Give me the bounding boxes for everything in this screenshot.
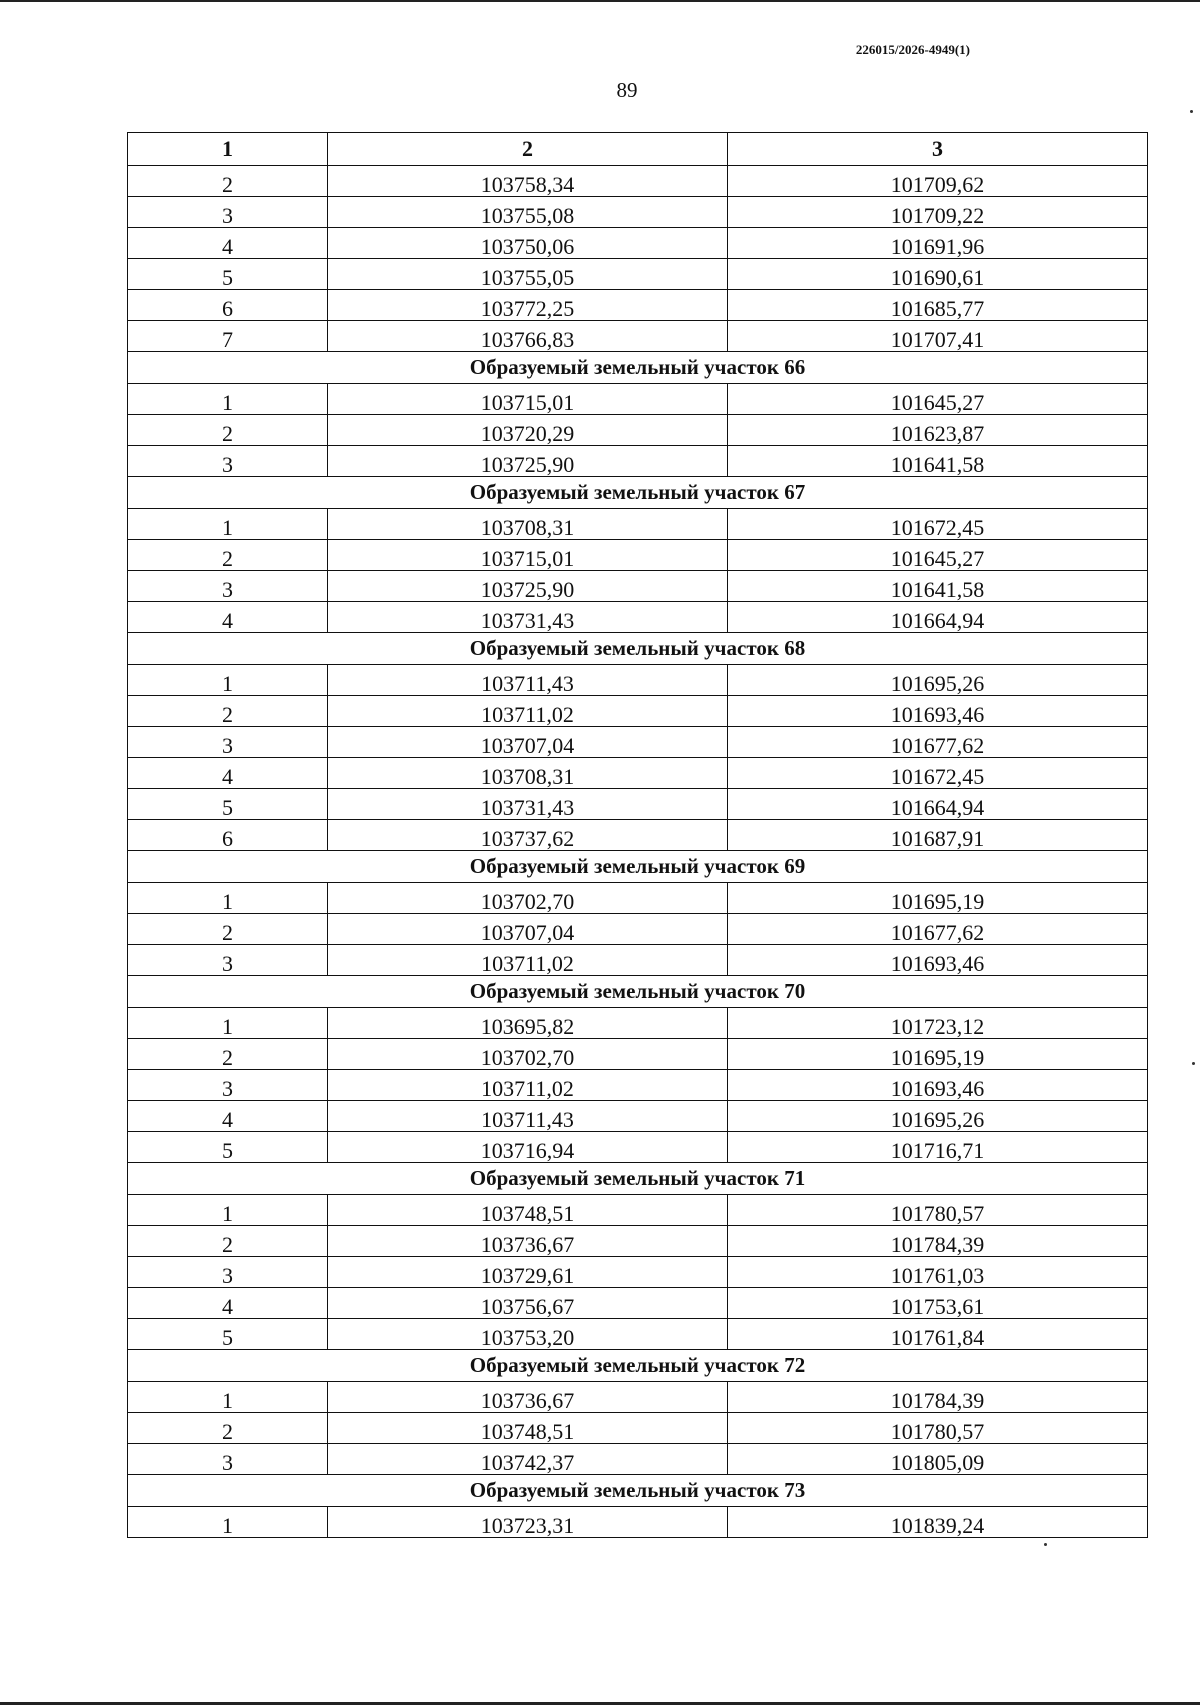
- y-coordinate-cell: 101687,91: [728, 820, 1148, 851]
- table-row: [128, 1195, 1148, 1226]
- parcel-section-heading: [128, 851, 1148, 883]
- x-coordinate-cell: 103731,43: [328, 789, 728, 820]
- x-coordinate-cell: 103711,43: [328, 1101, 728, 1132]
- y-coordinate-cell: 101761,03: [728, 1257, 1148, 1288]
- point-number-cell: 3: [128, 446, 328, 477]
- parcel-section-heading: [128, 1475, 1148, 1507]
- table-row: [128, 166, 1148, 197]
- parcel-section-heading: [128, 976, 1148, 1008]
- y-coordinate-cell: 101839,24: [728, 1507, 1148, 1538]
- parcel-title: Образуемый земельный участок 69: [128, 851, 1148, 883]
- point-number-cell: 4: [128, 1101, 328, 1132]
- y-coordinate-cell: 101784,39: [728, 1226, 1148, 1257]
- x-coordinate-cell: 103711,43: [328, 665, 728, 696]
- table-row: [128, 384, 1148, 415]
- parcel-title: Образуемый земельный участок 70: [128, 976, 1148, 1008]
- point-number-cell: 1: [128, 665, 328, 696]
- point-number-cell: 2: [128, 415, 328, 446]
- parcel-title: Образуемый земельный участок 73: [128, 1475, 1148, 1507]
- x-coordinate-cell: 103755,05: [328, 259, 728, 290]
- x-coordinate-cell: 103748,51: [328, 1195, 728, 1226]
- y-coordinate-cell: 101645,27: [728, 384, 1148, 415]
- point-number-cell: 5: [128, 1319, 328, 1350]
- x-coordinate-cell: 103715,01: [328, 540, 728, 571]
- x-coordinate-cell: 103695,82: [328, 1008, 728, 1039]
- parcel-section-heading: [128, 633, 1148, 665]
- point-number-cell: 6: [128, 820, 328, 851]
- point-number-cell: 1: [128, 1008, 328, 1039]
- page-number: 89: [616, 78, 638, 102]
- x-coordinate-cell: 103731,43: [328, 602, 728, 633]
- y-coordinate-cell: 101716,71: [728, 1132, 1148, 1163]
- point-number-cell: 4: [128, 758, 328, 789]
- x-coordinate-cell: 103723,31: [328, 1507, 728, 1538]
- parcel-section-heading: [128, 1350, 1148, 1382]
- point-number-cell: 3: [128, 1070, 328, 1101]
- scan-edge-bottom: [0, 1702, 1200, 1705]
- x-coordinate-cell: 103736,67: [328, 1382, 728, 1413]
- table-row: [128, 1226, 1148, 1257]
- y-coordinate-cell: 101709,22: [728, 197, 1148, 228]
- table-row: [128, 197, 1148, 228]
- point-number-cell: 3: [128, 945, 328, 976]
- table-row: [128, 1039, 1148, 1070]
- y-coordinate-cell: 101645,27: [728, 540, 1148, 571]
- y-coordinate-cell: 101641,58: [728, 446, 1148, 477]
- parcel-section-heading: [128, 477, 1148, 509]
- table-row: [128, 321, 1148, 352]
- x-coordinate-cell: 103755,08: [328, 197, 728, 228]
- table-row: [128, 727, 1148, 758]
- table-header-row: [128, 133, 1148, 166]
- y-coordinate-cell: 101664,94: [728, 789, 1148, 820]
- y-coordinate-cell: 101695,26: [728, 1101, 1148, 1132]
- y-coordinate-cell: 101753,61: [728, 1288, 1148, 1319]
- point-number-cell: 1: [128, 384, 328, 415]
- y-coordinate-cell: 101623,87: [728, 415, 1148, 446]
- x-coordinate-cell: 103707,04: [328, 914, 728, 945]
- y-coordinate-cell: 101723,12: [728, 1008, 1148, 1039]
- y-coordinate-cell: 101761,84: [728, 1319, 1148, 1350]
- table-row: [128, 290, 1148, 321]
- point-number-cell: 2: [128, 540, 328, 571]
- table-row: [128, 571, 1148, 602]
- x-coordinate-cell: 103756,67: [328, 1288, 728, 1319]
- point-number-cell: 3: [128, 1444, 328, 1475]
- y-coordinate-cell: 101693,46: [728, 945, 1148, 976]
- document-number: 226015/2026-4949(1): [855, 42, 970, 57]
- x-coordinate-cell: 103711,02: [328, 1070, 728, 1101]
- point-number-cell: 5: [128, 789, 328, 820]
- x-coordinate-cell: 103736,67: [328, 1226, 728, 1257]
- x-coordinate-cell: 103725,90: [328, 446, 728, 477]
- x-coordinate-cell: 103766,83: [328, 321, 728, 352]
- table-row: [128, 820, 1148, 851]
- point-number-cell: 3: [128, 571, 328, 602]
- point-number-cell: 2: [128, 1413, 328, 1444]
- y-coordinate-cell: 101672,45: [728, 758, 1148, 789]
- point-number-cell: 4: [128, 602, 328, 633]
- x-coordinate-cell: 103702,70: [328, 883, 728, 914]
- x-coordinate-cell: 103725,90: [328, 571, 728, 602]
- table-row: [128, 602, 1148, 633]
- y-coordinate-cell: 101677,62: [728, 914, 1148, 945]
- table-body: [128, 166, 1148, 1538]
- scan-edge-top: [0, 0, 1200, 2]
- table-row: [128, 1101, 1148, 1132]
- scan-speck: [1190, 110, 1193, 113]
- point-number-cell: 2: [128, 914, 328, 945]
- header-col-2: 2: [328, 133, 728, 166]
- parcel-title: Образуемый земельный участок 71: [128, 1163, 1148, 1195]
- y-coordinate-cell: 101695,26: [728, 665, 1148, 696]
- point-number-cell: 2: [128, 696, 328, 727]
- table-row: [128, 945, 1148, 976]
- y-coordinate-cell: 101693,46: [728, 1070, 1148, 1101]
- x-coordinate-cell: 103758,34: [328, 166, 728, 197]
- point-number-cell: 2: [128, 1039, 328, 1070]
- table-row: [128, 1257, 1148, 1288]
- y-coordinate-cell: 101707,41: [728, 321, 1148, 352]
- y-coordinate-cell: 101693,46: [728, 696, 1148, 727]
- point-number-cell: 6: [128, 290, 328, 321]
- header-col-3: 3: [728, 133, 1148, 166]
- y-coordinate-cell: 101677,62: [728, 727, 1148, 758]
- point-number-cell: 1: [128, 1195, 328, 1226]
- table-row: [128, 758, 1148, 789]
- table-row: [128, 540, 1148, 571]
- point-number-cell: 5: [128, 1132, 328, 1163]
- y-coordinate-cell: 101709,62: [728, 166, 1148, 197]
- point-number-cell: 1: [128, 883, 328, 914]
- point-number-cell: 1: [128, 509, 328, 540]
- table-row: [128, 1444, 1148, 1475]
- x-coordinate-cell: 103729,61: [328, 1257, 728, 1288]
- x-coordinate-cell: 103715,01: [328, 384, 728, 415]
- x-coordinate-cell: 103707,04: [328, 727, 728, 758]
- table-row: [128, 1413, 1148, 1444]
- point-number-cell: 4: [128, 228, 328, 259]
- point-number-cell: 2: [128, 1226, 328, 1257]
- table-row: [128, 1507, 1148, 1538]
- y-coordinate-cell: 101641,58: [728, 571, 1148, 602]
- x-coordinate-cell: 103708,31: [328, 509, 728, 540]
- y-coordinate-cell: 101690,61: [728, 259, 1148, 290]
- table-row: [128, 665, 1148, 696]
- point-number-cell: 3: [128, 727, 328, 758]
- point-number-cell: 1: [128, 1382, 328, 1413]
- parcel-section-heading: [128, 1163, 1148, 1195]
- table-row: [128, 1382, 1148, 1413]
- point-number-cell: 4: [128, 1288, 328, 1319]
- y-coordinate-cell: 101780,57: [728, 1195, 1148, 1226]
- x-coordinate-cell: 103708,31: [328, 758, 728, 789]
- y-coordinate-cell: 101695,19: [728, 883, 1148, 914]
- table-row: [128, 259, 1148, 290]
- table-row: [128, 789, 1148, 820]
- y-coordinate-cell: 101685,77: [728, 290, 1148, 321]
- table-row: [128, 1288, 1148, 1319]
- parcel-title: Образуемый земельный участок 72: [128, 1350, 1148, 1382]
- point-number-cell: 5: [128, 259, 328, 290]
- x-coordinate-cell: 103750,06: [328, 228, 728, 259]
- x-coordinate-cell: 103742,37: [328, 1444, 728, 1475]
- parcel-section-heading: [128, 352, 1148, 384]
- table-row: [128, 696, 1148, 727]
- coordinates-table: [127, 132, 1148, 1538]
- x-coordinate-cell: 103711,02: [328, 696, 728, 727]
- table-row: [128, 415, 1148, 446]
- x-coordinate-cell: 103737,62: [328, 820, 728, 851]
- parcel-title: Образуемый земельный участок 67: [128, 477, 1148, 509]
- parcel-title: Образуемый земельный участок 66: [128, 352, 1148, 384]
- x-coordinate-cell: 103720,29: [328, 415, 728, 446]
- y-coordinate-cell: 101691,96: [728, 228, 1148, 259]
- point-number-cell: 1: [128, 1507, 328, 1538]
- table-row: [128, 1319, 1148, 1350]
- x-coordinate-cell: 103748,51: [328, 1413, 728, 1444]
- table-row: [128, 509, 1148, 540]
- y-coordinate-cell: 101672,45: [728, 509, 1148, 540]
- y-coordinate-cell: 101695,19: [728, 1039, 1148, 1070]
- parcel-title: Образуемый земельный участок 68: [128, 633, 1148, 665]
- table-row: [128, 883, 1148, 914]
- table-row: [128, 914, 1148, 945]
- point-number-cell: 2: [128, 166, 328, 197]
- x-coordinate-cell: 103772,25: [328, 290, 728, 321]
- header-col-1: 1: [128, 133, 328, 166]
- point-number-cell: 3: [128, 1257, 328, 1288]
- point-number-cell: 7: [128, 321, 328, 352]
- scan-speck: [1192, 1062, 1195, 1065]
- table-row: [128, 1008, 1148, 1039]
- y-coordinate-cell: 101780,57: [728, 1413, 1148, 1444]
- y-coordinate-cell: 101784,39: [728, 1382, 1148, 1413]
- point-number-cell: 3: [128, 197, 328, 228]
- y-coordinate-cell: 101664,94: [728, 602, 1148, 633]
- x-coordinate-cell: 103753,20: [328, 1319, 728, 1350]
- x-coordinate-cell: 103716,94: [328, 1132, 728, 1163]
- table-row: [128, 1070, 1148, 1101]
- table-row: [128, 1132, 1148, 1163]
- scan-speck: [1044, 1543, 1047, 1546]
- y-coordinate-cell: 101805,09: [728, 1444, 1148, 1475]
- table-row: [128, 228, 1148, 259]
- table-row: [128, 446, 1148, 477]
- x-coordinate-cell: 103711,02: [328, 945, 728, 976]
- x-coordinate-cell: 103702,70: [328, 1039, 728, 1070]
